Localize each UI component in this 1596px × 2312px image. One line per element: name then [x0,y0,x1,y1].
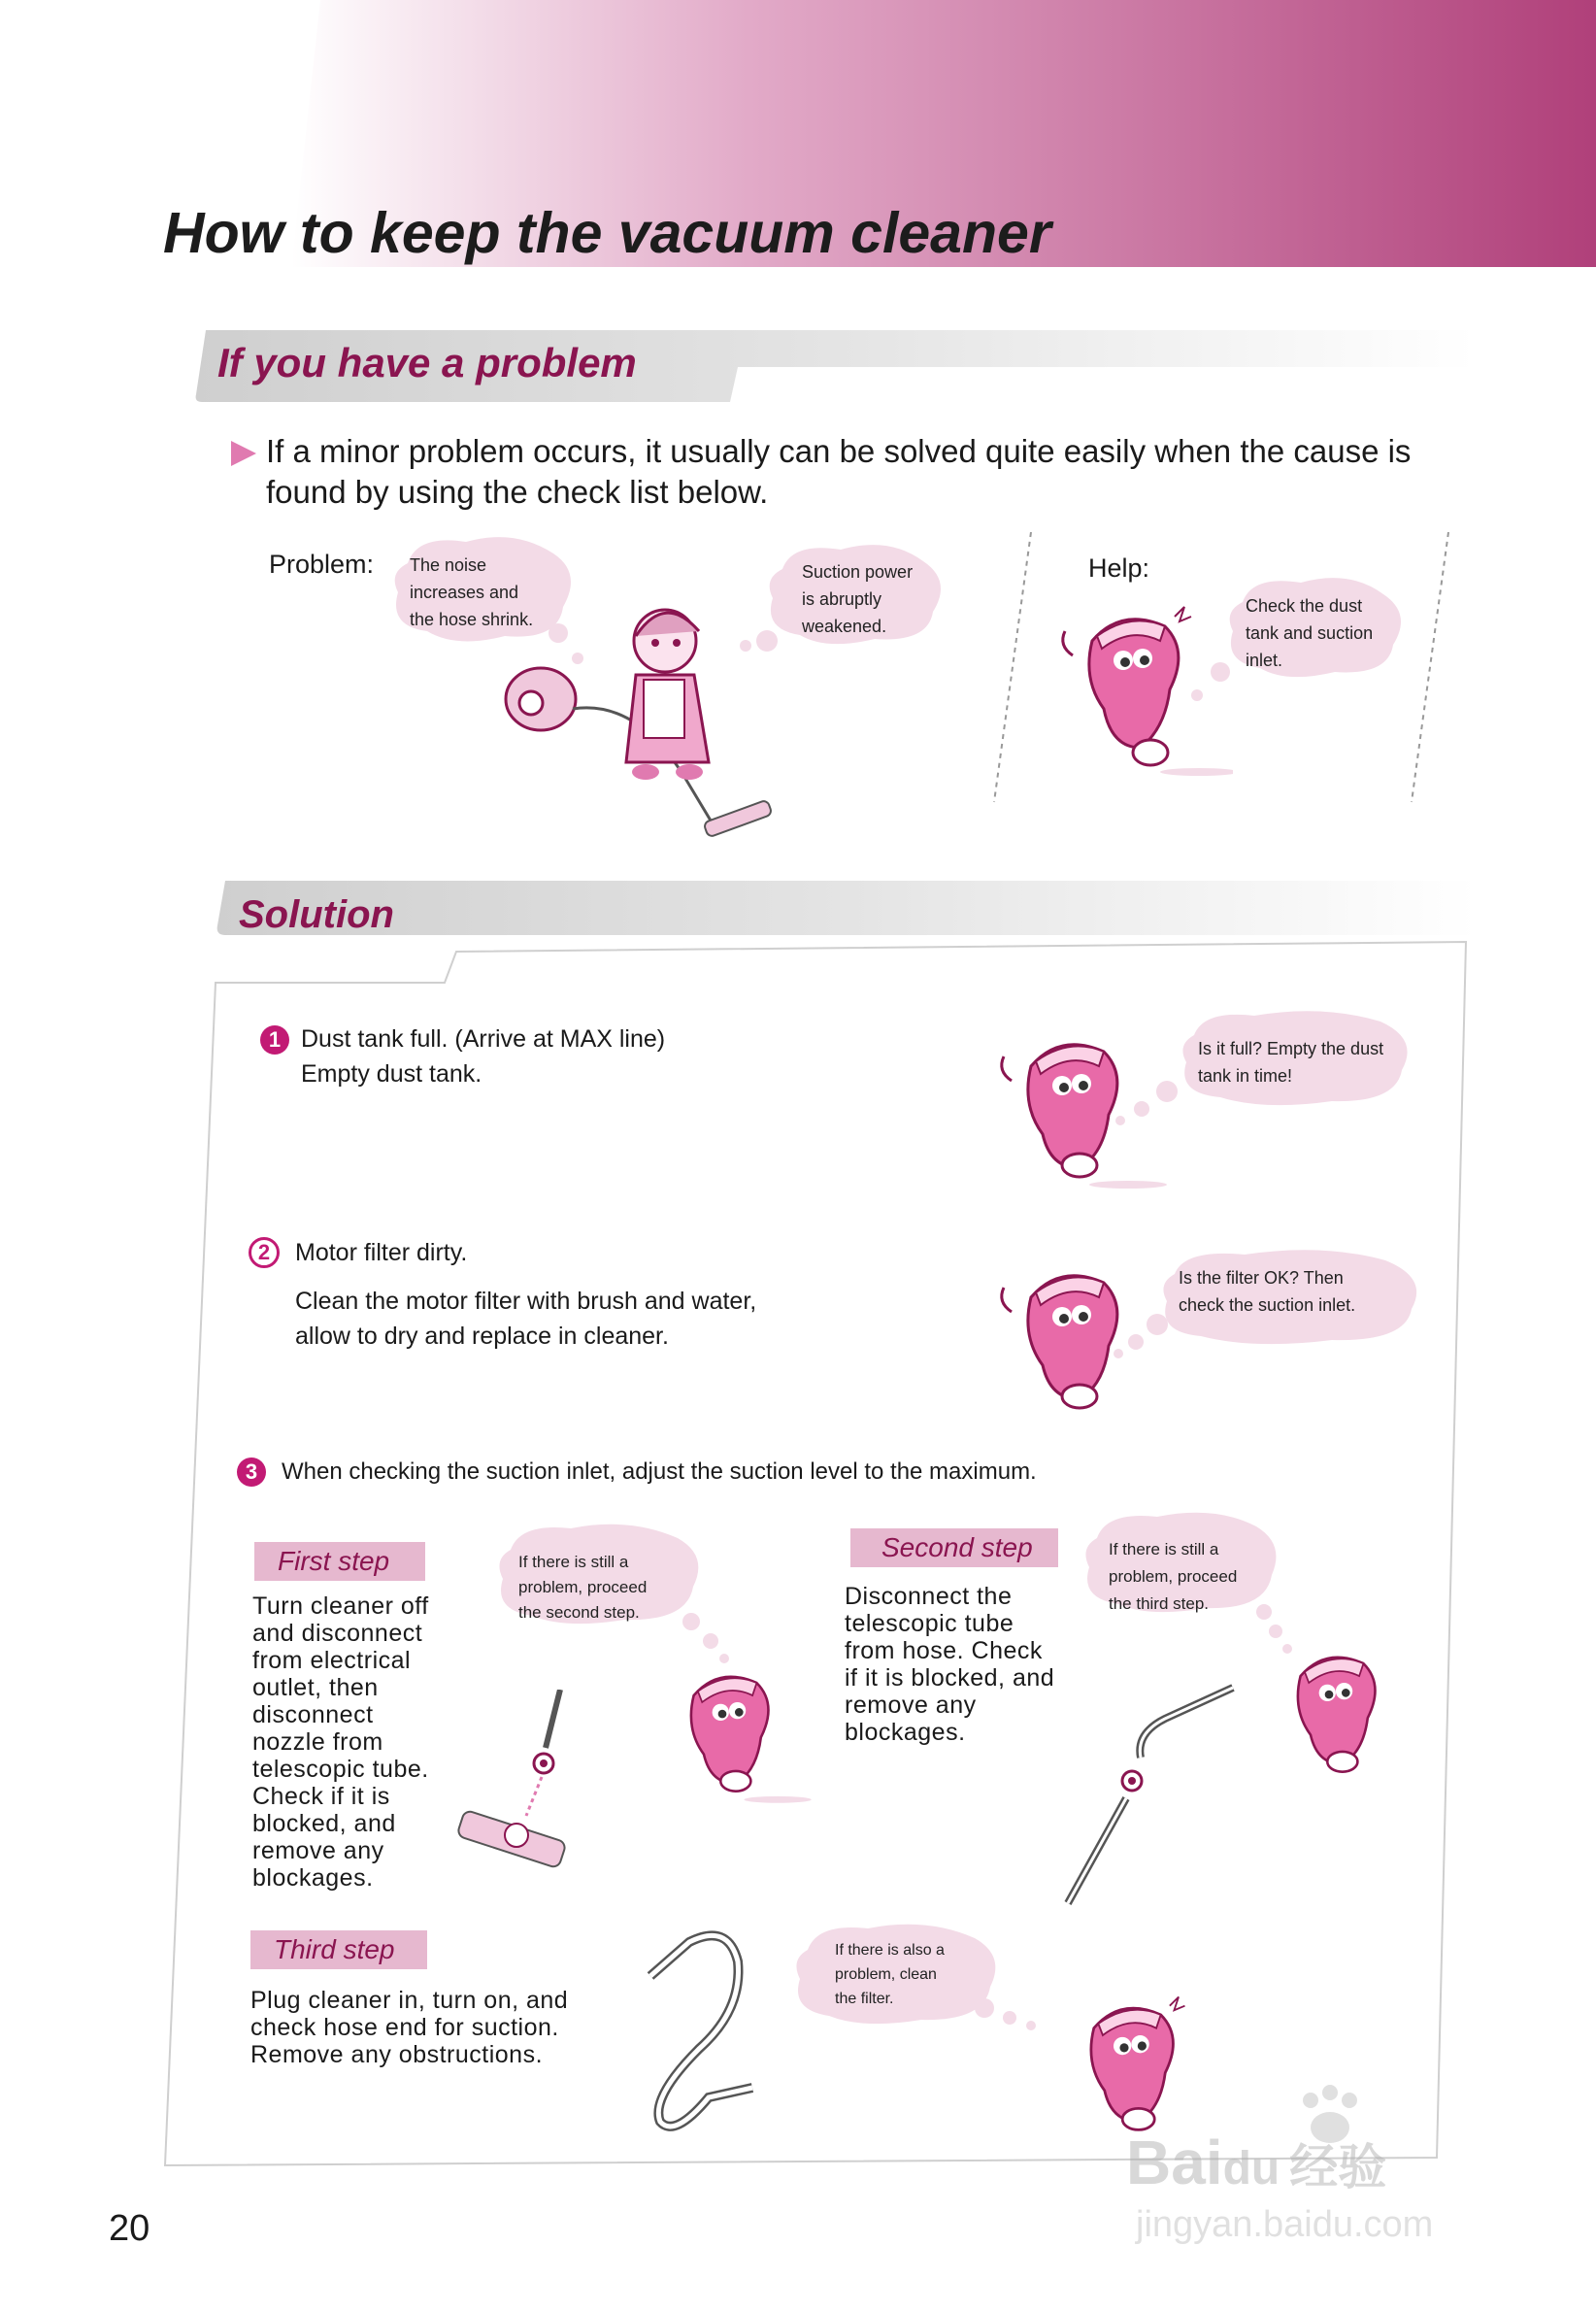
bubble-second-step: If there is still a problem, proceed the third step. [1109,1540,1238,1613]
page-number: 20 [109,2208,150,2249]
first-step-tag: First step [254,1542,425,1581]
mascot-illustration [992,1027,1172,1192]
first-step-text: Turn cleaner off and disconnect from electrical outlet, then disconnect nozzle from telescopic tube. Check if it is blocked, and remove any blockages. [252,1592,429,1892]
help-label: Help: [1088,553,1150,583]
watermark-brand-a: Bai [1126,2128,1223,2197]
third-step-text: Plug cleaner in, turn on, and check hose end for suction. Remove any obstructions. [250,1987,569,2068]
watermark-url: jingyan.baidu.com [1136,2204,1434,2245]
item2-title: Motor filter dirty. [295,1239,468,1266]
item1-text: Dust tank full. (Arrive at MAX line) Empty dust tank. [301,1025,666,1088]
bubble-noise: The noise increases and the hose shrink. [410,555,534,629]
third-step-tag: Third step [250,1930,427,1969]
mascot-illustration [660,1660,815,1806]
section-title-problem: If you have a problem [217,340,637,385]
problem-label: Problem: [269,550,375,579]
nozzle-illustration [449,1690,584,1893]
mascot-illustration [992,1258,1172,1424]
tube-illustration [1029,1680,1243,1913]
page-title: How to keep the vacuum cleaner [163,201,1051,265]
bubble-item2: Is the filter OK? Then check the suction inlet. [1179,1268,1356,1315]
number-badge-2: 2 [249,1237,280,1268]
section-title-solution: Solution [239,893,394,936]
bubble-suction: Suction power is abruptly weakened. [802,562,914,636]
mascot-illustration [1058,1991,1223,2146]
bubble-help: Check the dust tank and suction inlet. [1246,596,1374,670]
bubble-first-step: If there is still a problem, proceed the second step. [518,1553,648,1622]
watermark-brand-b: du [1222,2143,1280,2195]
item2-text: Clean the motor filter with brush and water, allow to dry and replace in cleaner. [295,1288,757,1350]
bubble-third-step: If there is also a problem, clean the filter. [835,1942,945,2007]
watermark-cn: 经验 [1289,2140,1387,2195]
second-step-tag: Second step [850,1528,1058,1567]
hose-illustration [631,1923,767,2146]
second-step-text: Disconnect the telescopic tube from hose. Check if it is blocked, and remove any blockages. [845,1583,1055,1746]
section-header-bar [216,881,1478,955]
number-badge-1: 1 [260,1025,289,1055]
mascot-illustration [1267,1641,1422,1787]
bubble-item1: Is it full? Empty the dust tank in time! [1198,1039,1384,1086]
intro-text: If a minor problem occurs, it usually can be solved quite easily when the cause is found by using the check list below. [266,433,1412,510]
item3-text: When checking the suction inlet, adjust the suction level to the maximum. [282,1458,1037,1485]
number-badge-3: 3 [237,1458,266,1487]
